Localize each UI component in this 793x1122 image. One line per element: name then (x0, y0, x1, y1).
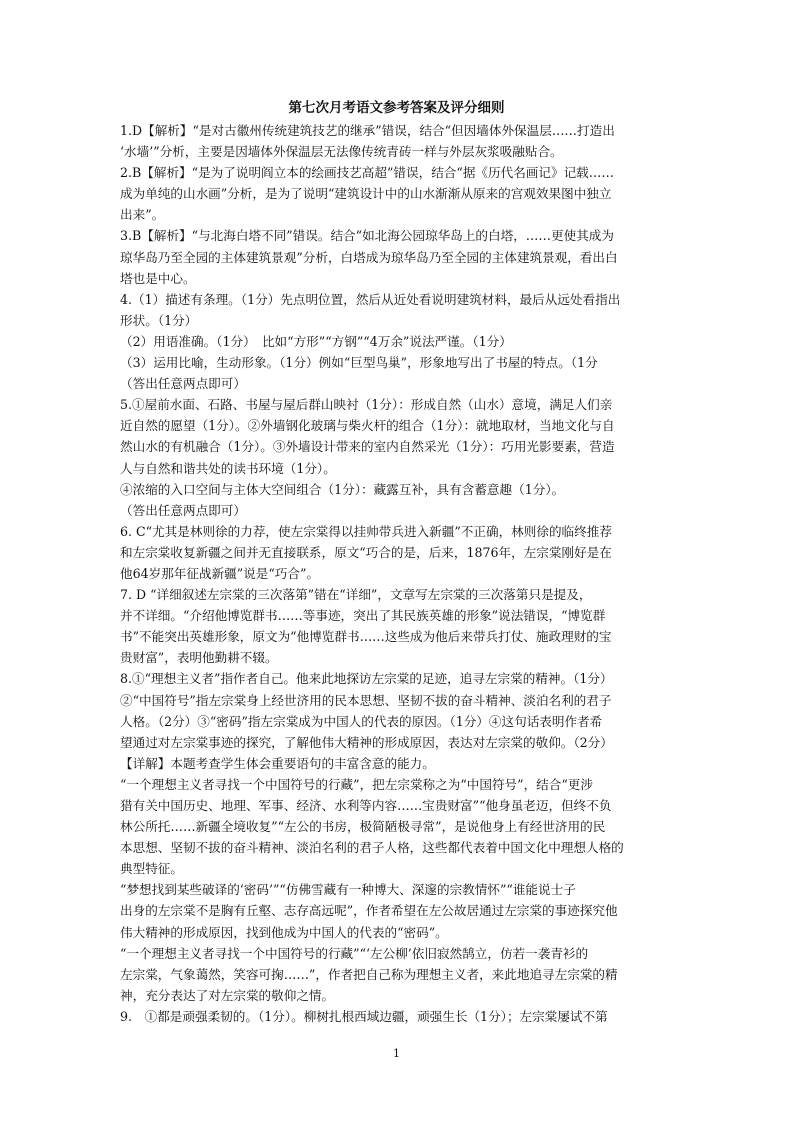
text-line: 望通过对左宗棠事迹的探究，了解他伟大精神的形成原因，表达对左宗棠的敬仰。（2分） (120, 734, 613, 750)
text-line: “梦想找到某些破译的‘密码’”“仿佛雪藏有一种博大、深邃的宗教情怀”“谁能说士子 (120, 882, 576, 898)
text-line: 典型特征。 (120, 861, 183, 877)
text-line: （3）运用比喻，生动形象。（1分）例如“巨型鸟巢”，形象地写出了书屋的特点。（1分 (120, 355, 598, 371)
text-line: 出来”。 (120, 207, 165, 223)
text-line: 林公所托……新疆全境收复”“左公的书房，极简陋极寻常”，是说他身上有经世济用的民 (120, 819, 606, 835)
text-line: 2.B【解析】“是为了说明阎立本的绘画技艺高超”错误，结合“据《历代名画记》记载…… (120, 165, 614, 181)
answer-body (120, 120, 676, 1027)
text-line: 本思想、坚韧不拔的奋斗精神、淡泊名利的君子人格，这些都代表着中国文化中理想人格的 (120, 840, 624, 856)
text-line: 3.B【解析】“与北海白塔不同”错误。结合“如北海公园琼华岛上的白塔，……更使其成为 (120, 228, 614, 244)
text-line: 6. C“尤其是林则徐的力荐，使左宗棠得以挂帅带兵进入新疆”不正确，林则徐的临终推荐 (120, 523, 612, 539)
text-line: 出身的左宗棠不是胸有丘壑、志存高远呢”，作者希望在左公故居通过左宗棠的事迹探究他 (120, 903, 618, 919)
text-line: 近自然的愿望（1分）。②外墙钢化玻璃与柴火杆的组合（1分）：就地取材，当地文化与自 (120, 418, 615, 434)
text-line: 1.D【解析】“是对古徽州传统建筑技艺的继承”错误，结合“但因墙体外保温层……打造出 (120, 123, 615, 138)
text-line: 贵财富”，表明他勤耕不辍。 (120, 650, 278, 666)
text-line: （答出任意两点即可） (120, 502, 246, 518)
text-line: 9. ①都是顽强柔韧的。（1分）。柳树扎根西域边疆，顽强生长（1分）；左宗棠屡试不第 (120, 1008, 608, 1024)
text-line: 琼华岛乃至全园的主体建筑景观”分析，白塔成为琼华岛乃至全园的主体建筑景观，看出白 (120, 249, 618, 265)
text-line: 猎有关中国历史、地理、军事、经济、水利等内容……宝贵财富”“他身虽老迈，但终不负 (120, 798, 612, 813)
text-line: 神，充分表达了对左宗棠的敬仰之情。 (120, 987, 335, 1003)
text-line: 和左宗棠收复新疆之间并无直接联系，原文“巧合的是，后来，1876年，左宗棠刚好是在 (120, 544, 612, 560)
text-line: （答出任意两点即可） (120, 376, 246, 392)
text-line: 人格。（2分）③“密码”指左宗棠成为中国人的代表的原因。（1分）④这句话表明作者希 (120, 713, 603, 729)
text-line: 7. D “详细叙述左宗棠的三次落第”错在“详细”，文章写左宗棠的三次落第只是提及， (120, 587, 592, 603)
text-line: 伟大精神的形成原因，找到他成为中国人的代表的“密码”。 (120, 924, 448, 940)
page-number: 1 (393, 1047, 400, 1060)
text-line: 形状。（1分） (120, 312, 198, 328)
document-title: 第七次月考语文参考答案及评分细则 (288, 100, 505, 116)
text-line: 4.（1）描述有条理。（1分）先点明位置，然后从近处看说明建筑材料，最后从远处看指出 (120, 291, 621, 307)
text-line: 成为单纯的山水画”分析，是为了说明“建筑设计中的山水渐渐从原来的宫观效果图中独立 (120, 186, 612, 202)
text-line: 塔也是中心。 (120, 270, 196, 286)
text-line: 5.①屋前水面、石路、书屋与屋后群山映衬（1分）：形成自然（山水）意境，满足人们亲 (120, 397, 613, 413)
text-line: 【详解】本题考查学生体会重要语句的丰富含意的能力。 (120, 755, 435, 771)
text-line: 并不详细。“介绍他博览群书……等事迹，突出了其民族英雄的形象”说法错误，“博览群 (120, 608, 606, 624)
text-line: 书”不能突出英雄形象，原文为“他博览群书……这些成为他后来带兵打仗、施政理财的宝 (120, 629, 612, 645)
text-line: 人与自然和谐共处的读书环境（1分）。 (120, 460, 336, 476)
text-line: “一个理想主义者寻找一个中国符号的行藏”“‘左公柳’依旧寂然鹄立，仿若一袭青衫的 (120, 945, 589, 961)
text-line: 左宗棠，气象蔼然，笑容可掬……”，作者把自己称为理想主义者，来此地追寻左宗棠的精 (120, 966, 618, 982)
text-line: 然山水的有机融合（1分）。③外墙设计带来的室内自然采光（1分）：巧用光影要素，营造 (120, 439, 615, 455)
text-line: （2）用语准确。（1分） 比如“方形”“方钢”“4万余”说法严谨。（1分） (120, 333, 512, 349)
text-line: “一个理想主义者寻找一个中国符号的行藏”，把左宗棠称之为“中国符号”，结合“更涉 (120, 776, 593, 792)
text-line: 8.①“理想主义者”指作者自己。他来此地探访左宗棠的足迹，追寻左宗棠的精神。（1分） (120, 671, 613, 687)
text-line: ②“中国符号”指左宗棠身上经世济用的民本思想、坚韧不拔的奋斗精神、淡泊名利的君子 (120, 692, 612, 708)
text-line: ‘水墙’”分析，主要是因墙体外保温层无法像传统青砖一样与外层灰浆吸融贴合。 (120, 144, 563, 160)
text-line: ④浓缩的入口空间与主体大空间组合（1分）：藏露互补，具有含蓄意趣（1分）。 (120, 481, 565, 497)
text-line: 他64岁那年征战新疆”说是“巧合”。 (120, 565, 320, 581)
